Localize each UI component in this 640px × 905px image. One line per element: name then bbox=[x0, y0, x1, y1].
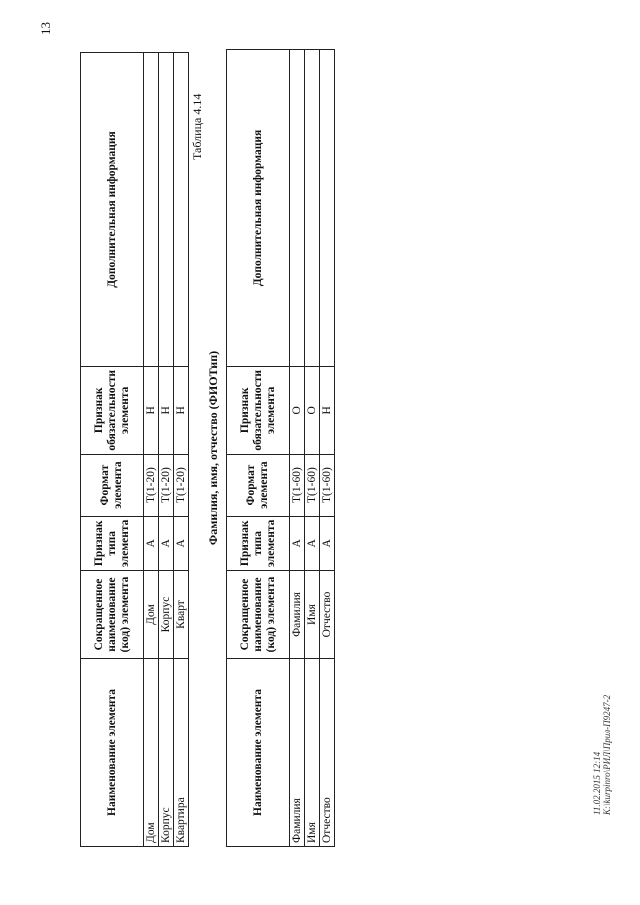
cell-format: T(1-20) bbox=[159, 454, 174, 516]
header-required: Признак обязательности элемента bbox=[227, 367, 290, 455]
header-name: Наименование элемента bbox=[227, 659, 290, 847]
cell-format: T(1-60) bbox=[290, 454, 305, 516]
cell-info bbox=[320, 50, 335, 367]
table-number: Таблица 4.14 bbox=[190, 93, 204, 160]
cell-name: Имя bbox=[305, 659, 320, 847]
header-required: Признак обязательности элемента bbox=[81, 367, 144, 455]
cell-short: Дом bbox=[144, 571, 159, 659]
header-short: Сокращенное наименование (код) элемента bbox=[227, 571, 290, 659]
header-format: Формат элемента bbox=[227, 454, 290, 516]
page-number: 13 bbox=[38, 22, 53, 35]
cell-type: А bbox=[305, 516, 320, 570]
cell-type: А bbox=[174, 516, 189, 570]
footer-datetime: 11.02.2015 12:14 bbox=[592, 751, 602, 815]
cell-format: T(1-60) bbox=[305, 454, 320, 516]
cell-info bbox=[144, 53, 159, 367]
cell-format: T(1-60) bbox=[320, 454, 335, 516]
table-row bbox=[174, 53, 189, 847]
table-row bbox=[305, 50, 320, 847]
cell-name: Корпус bbox=[159, 659, 174, 847]
cell-type: А bbox=[290, 516, 305, 570]
cell-info bbox=[174, 53, 189, 367]
cell-required: Н bbox=[320, 367, 335, 455]
footer-path: К:\kurpinro\РИЛ\Прил-П9247-2 bbox=[602, 694, 612, 815]
cell-short: Корпус bbox=[159, 571, 174, 659]
cell-required: Н bbox=[174, 367, 189, 455]
header-type: Признак типа элемента bbox=[227, 516, 290, 570]
cell-short: Фамилия bbox=[290, 571, 305, 659]
cell-name: Квартира bbox=[174, 659, 189, 847]
header-info: Дополнительная информация bbox=[81, 53, 144, 367]
cell-short: Кварт bbox=[174, 571, 189, 659]
footer-stamp bbox=[592, 695, 612, 815]
header-short: Сокращенное наименование (код) элемента bbox=[81, 571, 144, 659]
fio-elements-table bbox=[226, 49, 335, 847]
cell-short: Имя bbox=[305, 571, 320, 659]
table-row bbox=[320, 50, 335, 847]
cell-info bbox=[159, 53, 174, 367]
cell-required: О bbox=[290, 367, 305, 455]
cell-info bbox=[290, 50, 305, 367]
cell-required: Н bbox=[144, 367, 159, 455]
cell-short: Отчество bbox=[320, 571, 335, 659]
cell-required: О bbox=[305, 367, 320, 455]
table-row bbox=[159, 53, 174, 847]
address-elements-table bbox=[80, 52, 189, 847]
cell-format: T(1-20) bbox=[144, 454, 159, 516]
table-row bbox=[290, 50, 305, 847]
cell-type: А bbox=[144, 516, 159, 570]
cell-required: Н bbox=[159, 367, 174, 455]
cell-info bbox=[305, 50, 320, 367]
cell-name: Дом bbox=[144, 659, 159, 847]
cell-type: А bbox=[159, 516, 174, 570]
cell-type: А bbox=[320, 516, 335, 570]
table-row bbox=[144, 53, 159, 847]
header-info: Дополнительная информация bbox=[227, 50, 290, 367]
table-header-row bbox=[227, 50, 290, 847]
table-title: Фамилия, имя, отчество (ФИОТип) bbox=[206, 350, 220, 546]
table-header-row bbox=[81, 53, 144, 847]
cell-format: T(1-20) bbox=[174, 454, 189, 516]
cell-name: Отчество bbox=[320, 659, 335, 847]
header-name: Наименование элемента bbox=[81, 659, 144, 847]
cell-name: Фамилия bbox=[290, 659, 305, 847]
header-type: Признак типа элемента bbox=[81, 516, 144, 570]
header-format: Формат элемента bbox=[81, 454, 144, 516]
